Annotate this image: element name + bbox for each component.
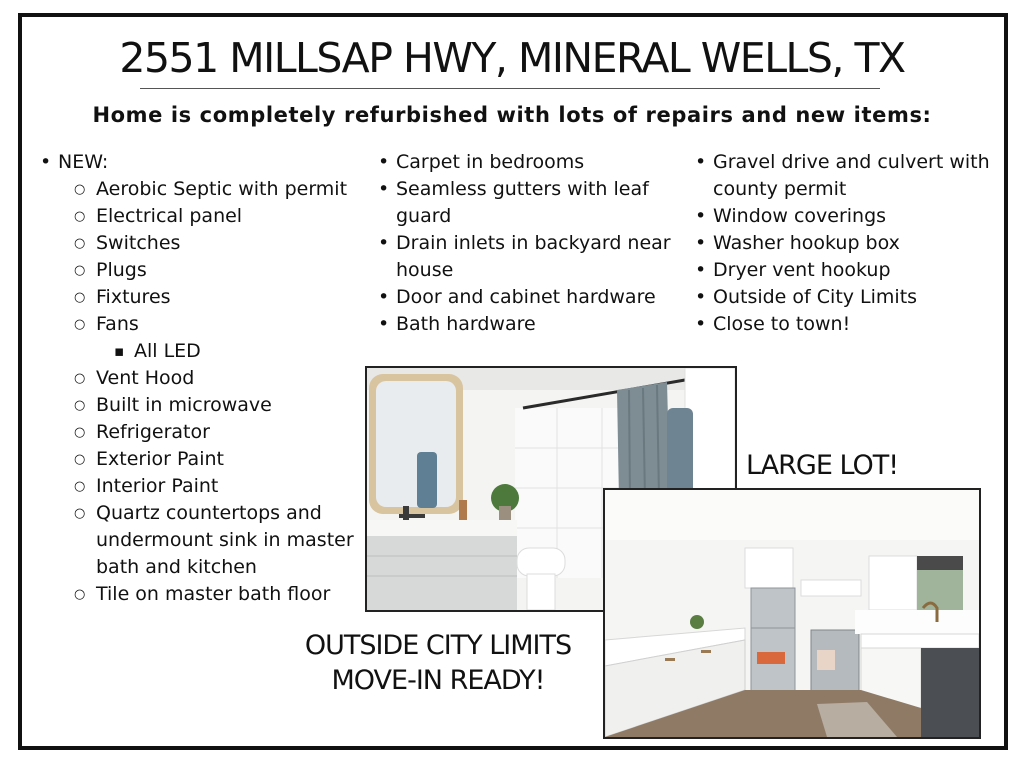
kitchen-photo <box>603 488 981 739</box>
features-column-3 <box>693 149 1013 338</box>
large-lot-callout: LARGE LOT! <box>746 450 899 481</box>
refurbished-subtitle: Home is completely refurbished with lots of repairs and new items: <box>92 103 932 127</box>
selling-points-callout <box>280 628 596 698</box>
list-item: • Door and cabinet hardware <box>376 284 686 311</box>
title-underline <box>140 88 880 89</box>
list-item: ○ Switches <box>38 230 368 257</box>
list-item: • Close to town! <box>693 311 1013 338</box>
list-item: ○ Exterior Paint <box>38 446 368 473</box>
list-item: ○ Fixtures <box>38 284 368 311</box>
list-item: • Gravel drive and culvert with county permit <box>693 149 1013 203</box>
features-column-1 <box>38 149 368 608</box>
move-in-ready-text: MOVE-IN READY! <box>331 665 545 696</box>
outside-city-limits-text: OUTSIDE CITY LIMITS <box>304 630 572 661</box>
list-item: • Dryer vent hookup <box>693 257 1013 284</box>
list-item: ○ Vent Hood <box>38 365 368 392</box>
list-item: ○ Electrical panel <box>38 203 368 230</box>
list-item: ○ Interior Paint <box>38 473 368 500</box>
list-item: • Seamless gutters with leaf guard <box>376 176 686 230</box>
list-subitem: ▪ All LED <box>38 338 368 365</box>
list-item: ○ Tile on master bath floor <box>38 581 368 608</box>
list-item: ○ Aerobic Septic with permit <box>38 176 368 203</box>
list-item: • Washer hookup box <box>693 230 1013 257</box>
property-address-title: 2551 MILLSAP HWY, MINERAL WELLS, TX <box>119 34 905 82</box>
features-column-2 <box>376 149 686 338</box>
list-item: • Carpet in bedrooms <box>376 149 686 176</box>
list-item: • Bath hardware <box>376 311 686 338</box>
list-item: ○ Refrigerator <box>38 419 368 446</box>
list-item: ○ Plugs <box>38 257 368 284</box>
new-items-heading: • NEW: <box>38 149 368 176</box>
list-item: • Drain inlets in backyard near house <box>376 230 686 284</box>
list-item: ○ Quartz countertops and undermount sink in master bath and kitchen <box>38 500 368 581</box>
list-item: ○ Fans <box>38 311 368 338</box>
list-item: • Outside of City Limits <box>693 284 1013 311</box>
list-item: • Window coverings <box>693 203 1013 230</box>
list-item: ○ Built in microwave <box>38 392 368 419</box>
